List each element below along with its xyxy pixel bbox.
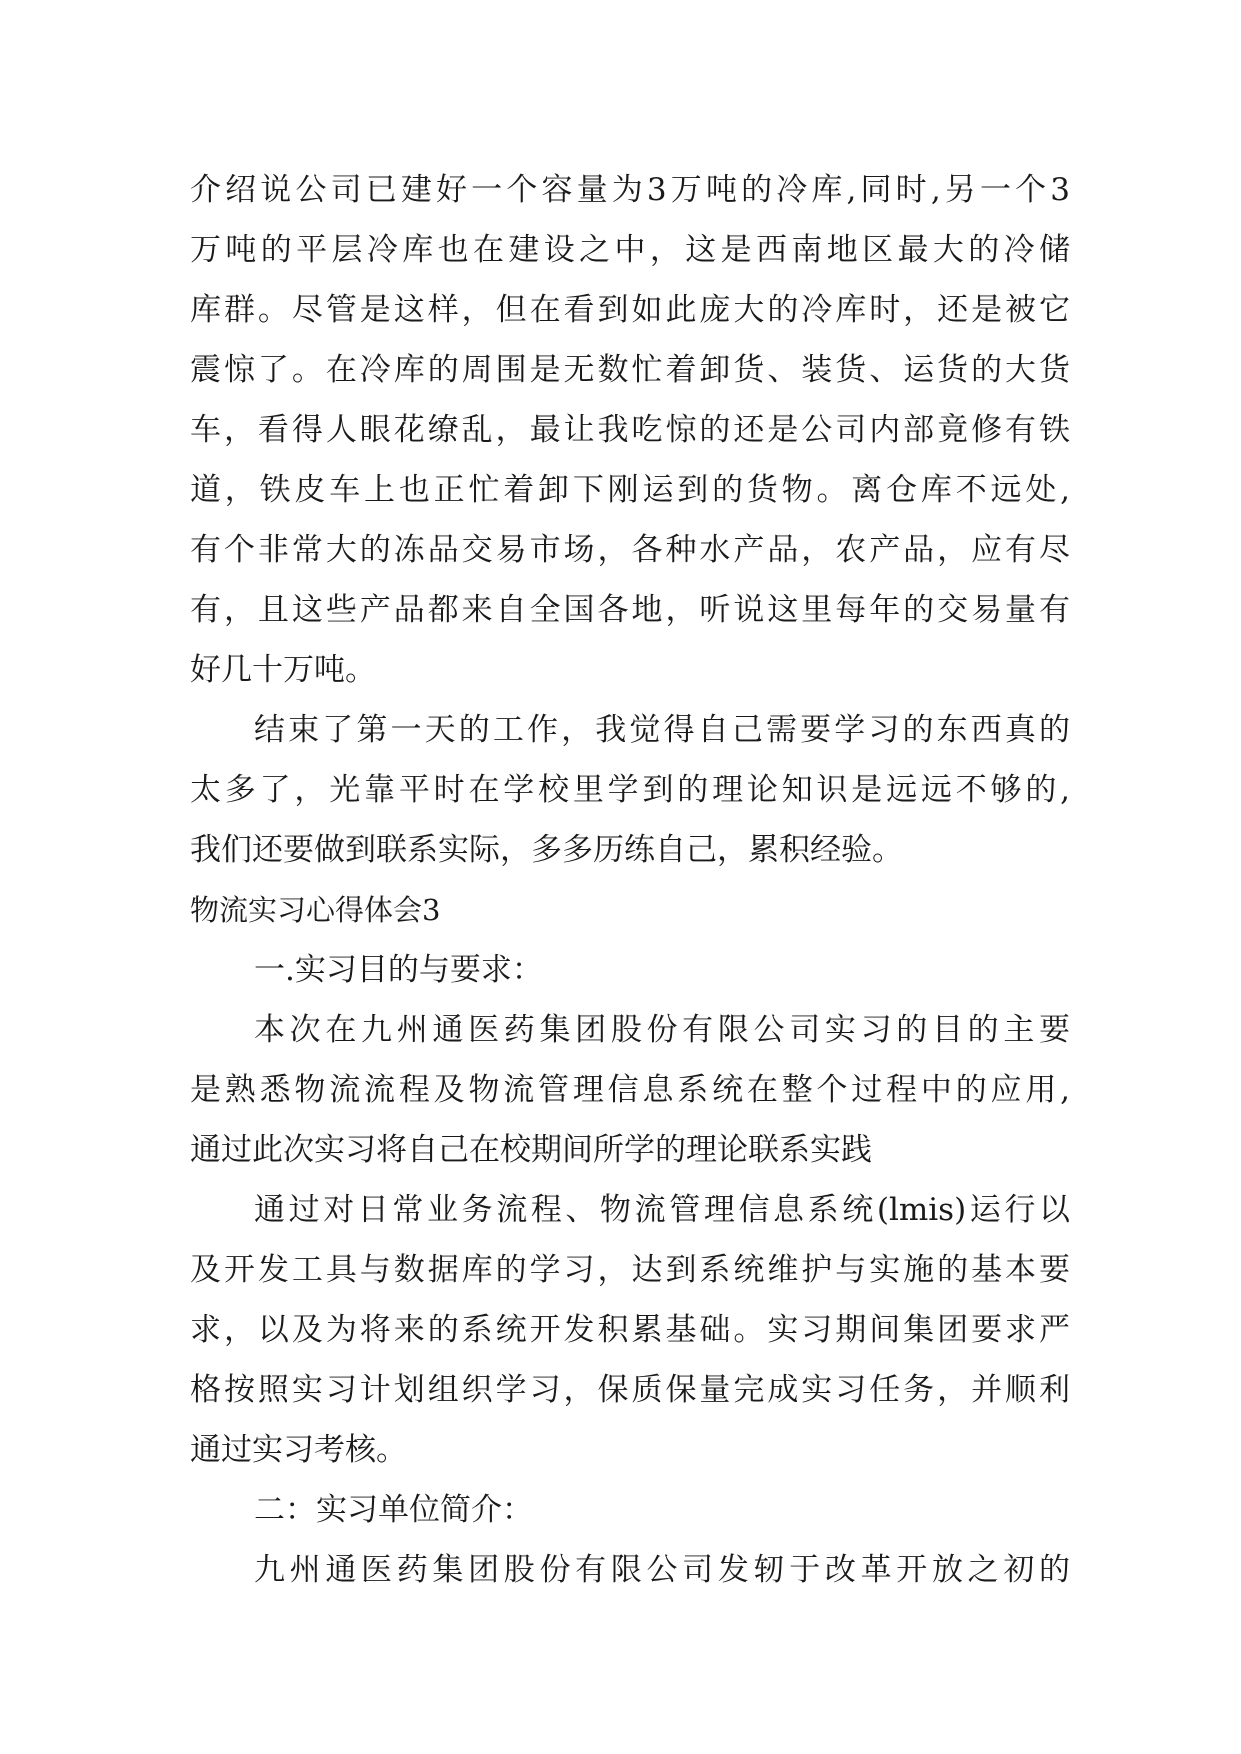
text-line: 及开发工具与数据库的学习，达到系统维护与实施的基本要 [190,1252,1070,1288]
text-line: 介绍说公司已建好一个容量为3万吨的冷库,同时,另一个3 [190,172,1070,208]
text-line: 本次在九州通医药集团股份有限公司实习的目的主要 [254,1012,1070,1048]
text-line: 库群。尽管是这样，但在看到如此庞大的冷库时，还是被它 [190,292,1070,328]
text-line: 震惊了。在冷库的周围是无数忙着卸货、装货、运货的大货 [190,352,1070,388]
subsection-heading: 一.实习目的与要求： [254,952,543,988]
text-line: 求，以及为将来的系统开发积累基础。实习期间集团要求严 [190,1312,1070,1348]
text-line: 通过实习考核。 [190,1432,407,1468]
text-line: 有个非常大的冻品交易市场，各种水产品，农产品，应有尽 [190,532,1070,568]
text-line: 道，铁皮车上也正忙着卸下刚运到的货物。离仓库不远处, [190,472,1070,508]
text-line: 九州通医药集团股份有限公司发轫于改革开放之初的 [254,1552,1070,1588]
text-line: 通过此次实习将自己在校期间所学的理论联系实践 [190,1132,872,1168]
text-line: 车，看得人眼花缭乱，最让我吃惊的还是公司内部竟修有铁 [190,412,1070,448]
subsection-heading: 二：实习单位简介： [254,1492,533,1528]
text-line: 我们还要做到联系实际，多多历练自己，累积经验。 [190,832,903,868]
text-line: 是熟悉物流流程及物流管理信息系统在整个过程中的应用, [190,1072,1070,1108]
text-line: 通过对日常业务流程、物流管理信息系统(lmis)运行以 [254,1192,1070,1228]
text-line: 好几十万吨。 [190,652,376,688]
section-heading: 物流实习心得体会3 [190,893,441,927]
text-line: 结束了第一天的工作，我觉得自己需要学习的东西真的 [254,712,1070,748]
text-line: 太多了，光靠平时在学校里学到的理论知识是远远不够的, [190,772,1070,808]
document-body [190,160,1070,1600]
text-line: 格按照实习计划组织学习，保质保量完成实习任务，并顺利 [190,1372,1070,1408]
text-line: 有，且这些产品都来自全国各地，听说这里每年的交易量有 [190,592,1070,628]
text-line: 万吨的平层冷库也在建设之中，这是西南地区最大的冷储 [190,232,1070,268]
